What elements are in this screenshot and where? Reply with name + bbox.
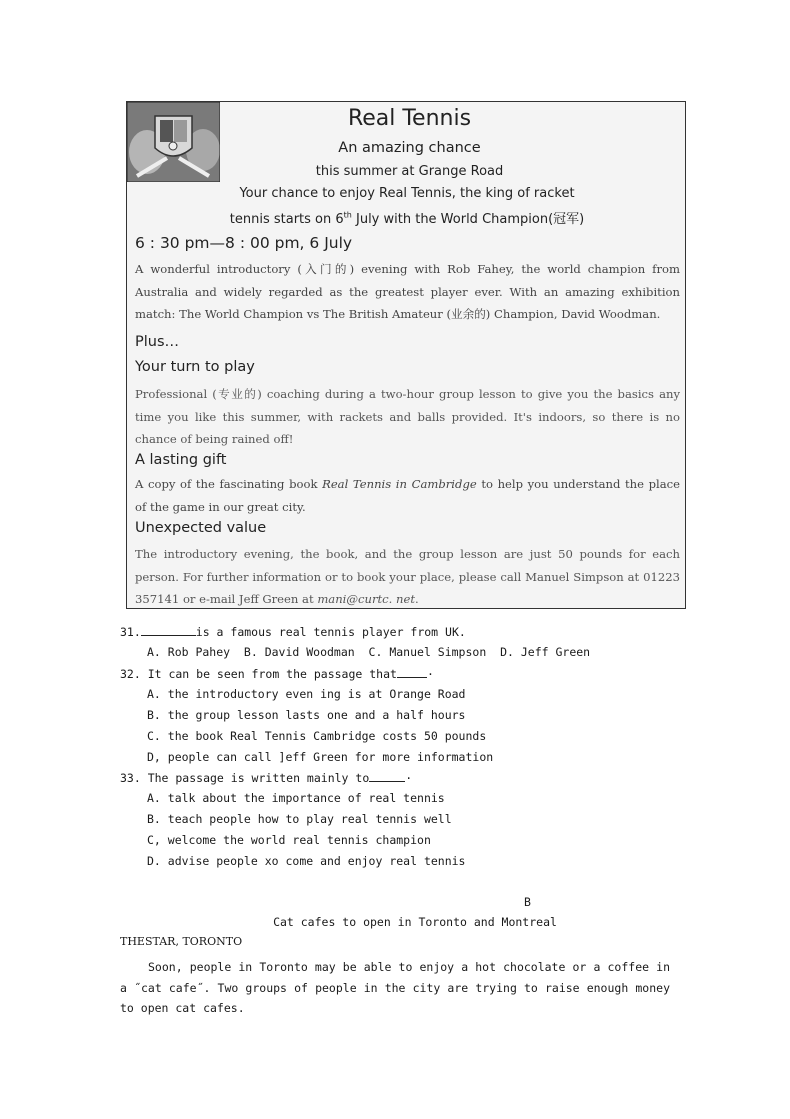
lasting-gift-heading: A lasting gift xyxy=(135,452,227,468)
ad-subtitle-chance: An amazing chance xyxy=(338,140,481,156)
question-32-text: 32. It can be seen from the passage that xyxy=(120,667,397,681)
question-33-option-d: D. advise people xo come and enjoy real tennis xyxy=(147,854,466,868)
real-tennis-advertisement xyxy=(126,101,686,609)
answer-blank xyxy=(369,770,405,782)
question-31 xyxy=(120,624,466,639)
question-32-end: · xyxy=(426,667,434,681)
section-b-letter: B xyxy=(524,895,531,909)
question-33 xyxy=(120,770,412,785)
question-31-number: 31. xyxy=(120,625,141,639)
section-b-byline: THESTAR, TORONTO xyxy=(120,935,243,948)
contact-email: mani@curtc. net xyxy=(317,592,415,606)
section-b-title: Cat cafes to open in Toronto and Montreal xyxy=(273,915,557,929)
question-33-text: 33. The passage is written mainly to xyxy=(120,771,370,785)
question-32-option-b: B. the group lesson lasts one and a half hours xyxy=(147,708,466,722)
question-31-text: is a famous real tennis player from UK. xyxy=(195,625,466,639)
question-32-option-c: C. the book Real Tennis Cambridge costs 50 pounds xyxy=(147,729,487,743)
question-32-option-d: D, people can call ]eff Green for more information xyxy=(147,750,494,764)
section-b-paragraph: Soon, people in Toronto may be able to enjoy a hot chocolate or a coffee in a ˝cat cafe˝. Two groups of people in the city are trying to raise enough money to open cat cafes. xyxy=(120,960,670,1015)
question-33-end: · xyxy=(405,771,413,785)
answer-blank xyxy=(141,624,196,636)
event-time-heading: 6 : 30 pm—8 : 00 pm, 6 July xyxy=(135,234,353,252)
question-33-option-c: C, welcome the world real tennis champion xyxy=(147,833,431,847)
answer-blank xyxy=(397,666,427,678)
question-33-option-a: A. talk about the importance of real tennis xyxy=(147,791,445,805)
start-date-tail: July with the World Champion(冠军) xyxy=(351,212,585,227)
value-paragraph xyxy=(135,543,680,611)
ad-subtitle-location: this summer at Grange Road xyxy=(315,164,504,179)
value-text-tail: . xyxy=(415,592,419,606)
book-title: Real Tennis in Cambridge xyxy=(322,477,477,491)
ad-subtitle-king: Your chance to enjoy Real Tennis, the king of racket xyxy=(239,186,575,201)
coaching-paragraph: Professional (专业的) coaching during a two-hour group lesson to give you the basics any time you like this summer, with rackets and balls provided. It's indoors, so there is no chance of being rained off! xyxy=(135,387,680,446)
intro-evening-paragraph: A wonderful introductory (入门的) evening with Rob Fahey, the world champion from Australia and widely regarded as the greatest player ever. With an amazing exhibition match: The World Champion vs The British Amateur (业余的) Champion, David Woodman. xyxy=(135,262,680,321)
value-text: The introductory evening, the book, and the group lesson are just 50 pounds for each person. For further information or to book your place, please call Manuel Simpson at 01223 357141 or e-mail Jeff Green at xyxy=(135,547,680,606)
ad-subtitle-start-date xyxy=(187,208,627,227)
tennis-club-crest-image xyxy=(127,102,220,182)
gift-text: A copy of the fascinating book xyxy=(135,477,323,491)
ad-title: Real Tennis xyxy=(347,106,472,131)
gift-text-tail: to help you understand the place of the game in our great city. xyxy=(135,477,680,514)
plus-heading: Plus… xyxy=(135,334,180,350)
question-32-option-a: A. the introductory even ing is at Orange Road xyxy=(147,687,466,701)
unexpected-value-heading: Unexpected value xyxy=(135,520,267,536)
question-31-options: A. Rob Pahey B. David Woodman C. Manuel Simpson D. Jeff Green xyxy=(147,645,591,659)
start-date-ordinal: th xyxy=(343,210,352,220)
your-turn-heading: Your turn to play xyxy=(135,359,255,375)
question-32 xyxy=(120,666,434,681)
start-date-text: tennis starts on 6 xyxy=(229,212,344,227)
gift-paragraph xyxy=(135,473,680,518)
question-33-option-b: B. teach people how to play real tennis well xyxy=(147,812,452,826)
